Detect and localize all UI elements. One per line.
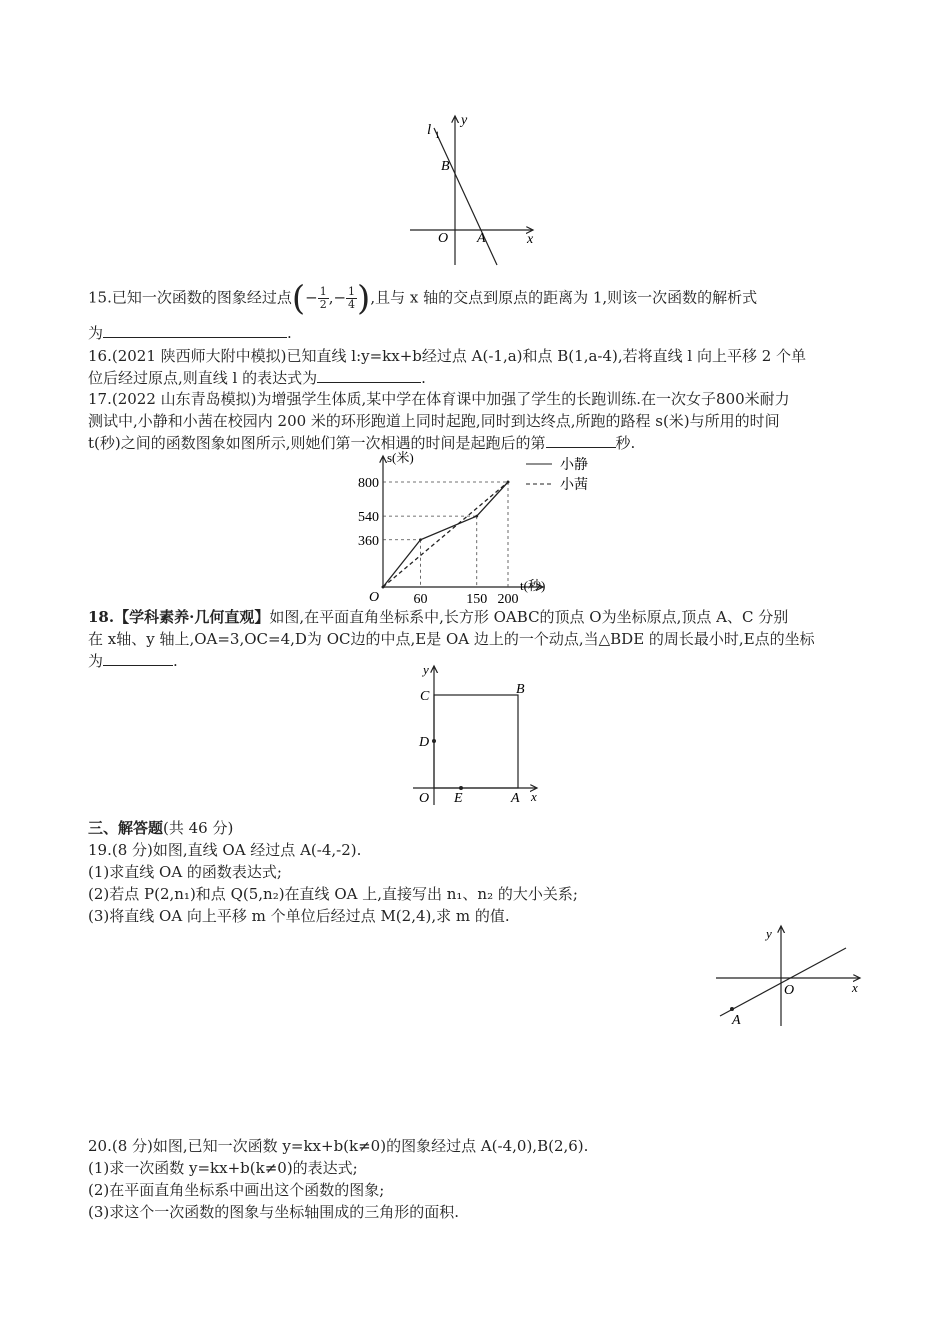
q17-answer-blank[interactable] <box>546 433 616 448</box>
series-1-point <box>419 538 422 541</box>
q15-suffix: ,且与 x 轴的交点到原点的距离为 1,则该一次函数的解析式 <box>370 288 758 307</box>
x-tick-label: 150 <box>466 592 488 607</box>
legend-label-1: 小静 <box>560 458 588 473</box>
x-axis-label: t(秒) <box>520 578 546 593</box>
c-label: C <box>420 689 430 704</box>
q18-line3: 为 . <box>88 652 178 670</box>
a-label: A <box>732 1013 741 1028</box>
y-tick-label: 800 <box>358 476 379 491</box>
x-label: x <box>531 789 537 804</box>
q15-prefix: 15.已知一次函数的图象经过点 <box>88 288 292 307</box>
point-b-label: B <box>441 159 450 174</box>
q17-chart <box>340 450 620 610</box>
series-2-point <box>507 481 510 484</box>
q17-line1: 17.(2022 山东青岛模拟)为增强学生体质,某中学在体育课中加强了学生的长跑训练.在一次女子800米耐力 <box>88 390 790 408</box>
l1-label: l <box>427 122 432 138</box>
q15-frac1: $\frac{1}{2}$ <box>319 285 327 311</box>
l1-sub: 1 <box>435 130 440 140</box>
line-oa <box>720 948 846 1016</box>
q18-tag: 18.【学科素养·几何直观】 <box>88 608 270 626</box>
o-label: O <box>784 983 795 998</box>
q20-stem: 20.(8 分)如图,已知一次函数 y=kx+b(k≠0)的图象经过点 A(-4,0),B(2,6). <box>88 1137 589 1155</box>
series-1-point <box>475 515 478 518</box>
point-a <box>730 1007 734 1011</box>
q19-figure <box>710 920 870 1030</box>
q19-stem: 19.(8 分)如图,直线 OA 经过点 A(-4,-2). <box>88 841 362 859</box>
legend-label-2: 小茜 <box>560 478 588 493</box>
y-label: y <box>461 113 468 128</box>
y-label: y <box>766 926 772 941</box>
series-2-point <box>382 586 385 589</box>
q19-part1: (1)求直线 OA 的函数表达式; <box>88 863 282 881</box>
q16-answer-blank[interactable] <box>317 368 421 383</box>
q16-line1: 16.(2021 陕西师大附中模拟)已知直线 l:y=kx+b经过点 A(-1,a)和点 B(1,a-4),若将直线 l 向上平移 2 个单 <box>88 347 807 365</box>
x-label: x <box>527 232 534 247</box>
q15-frac2: $\frac{1}{4}$ <box>348 285 356 311</box>
x-tick-label: 200 <box>497 592 519 607</box>
q16-line2: 位后经过原点,则直线 l 的表达式为 . <box>88 369 426 387</box>
q17-line2: 测试中,小静和小茜在校园内 200 米的环形跑道上同时起跑,同时到达终点,所跑的路程 s(米)与所用的时间 <box>88 412 780 430</box>
o-label: O <box>419 791 430 806</box>
q15-answer-blank[interactable] <box>103 323 287 338</box>
series-line-2 <box>383 482 508 587</box>
d-label: D <box>419 735 430 750</box>
y-tick-label: 540 <box>358 510 379 526</box>
x-label: x <box>852 980 858 995</box>
q20-part2: (2)在平面直角坐标系中画出这个函数的图象; <box>88 1181 385 1199</box>
rectangle-oabc <box>434 695 518 788</box>
q19-part3: (3)将直线 OA 向上平移 m 个单位后经过点 M(2,4),求 m 的值. <box>88 907 510 925</box>
point-d <box>432 739 436 743</box>
q15-line2: 为 . <box>88 324 292 342</box>
y-axis-label: s(米) <box>387 450 414 465</box>
q20-part1: (1)求一次函数 y=kx+b(k≠0)的表达式; <box>88 1159 358 1177</box>
q20-part3: (3)求这个一次函数的图象与坐标轴围成的三角形的面积. <box>88 1203 460 1221</box>
y-tick-label: 360 <box>358 533 379 549</box>
figure-line-l1 <box>405 110 545 270</box>
origin-label: O <box>438 231 449 246</box>
b-label: B <box>516 682 525 697</box>
q18-figure <box>405 660 545 810</box>
section3-title: 三、解答题(共 46 分) <box>88 819 234 837</box>
q18-line1: 18.【学科素养·几何直观】如图,在平面直角坐标系中,长方形 OABC的顶点 O为坐标原点,顶点 A、C 分别 <box>88 608 789 626</box>
x-tick-label: 60 <box>413 592 428 607</box>
point-a-label: A <box>477 231 486 246</box>
y-label: y <box>423 662 429 677</box>
q19-part2: (2)若点 P(2,n₁)和点 Q(5,n₂)在直线 OA 上,直接写出 n₁、n₂ 的大小关系; <box>88 885 578 903</box>
point-e <box>459 786 463 790</box>
q15-line1: 15.已知一次函数的图象经过点(− $\frac{1}{2}$ ,− $\frac{1}{4}$ ),且与 x 轴的交点到原点的距离为 1,则该一次函数的解析式 <box>88 278 758 319</box>
e-label: E <box>454 791 463 806</box>
a-label: A <box>511 791 520 806</box>
q17-line3: t(秒)之间的函数图象如图所示,则她们第一次相遇的时间是起跑后的第 秒. <box>88 434 636 452</box>
q18-answer-blank[interactable] <box>103 651 173 666</box>
origin-label: O <box>369 590 380 605</box>
q18-line2: 在 x轴、y 轴上,OA=3,OC=4,D为 OC边的中点,E是 OA 边上的一个动点,当△BDE 的周长最小时,E点的坐标 <box>88 630 815 648</box>
